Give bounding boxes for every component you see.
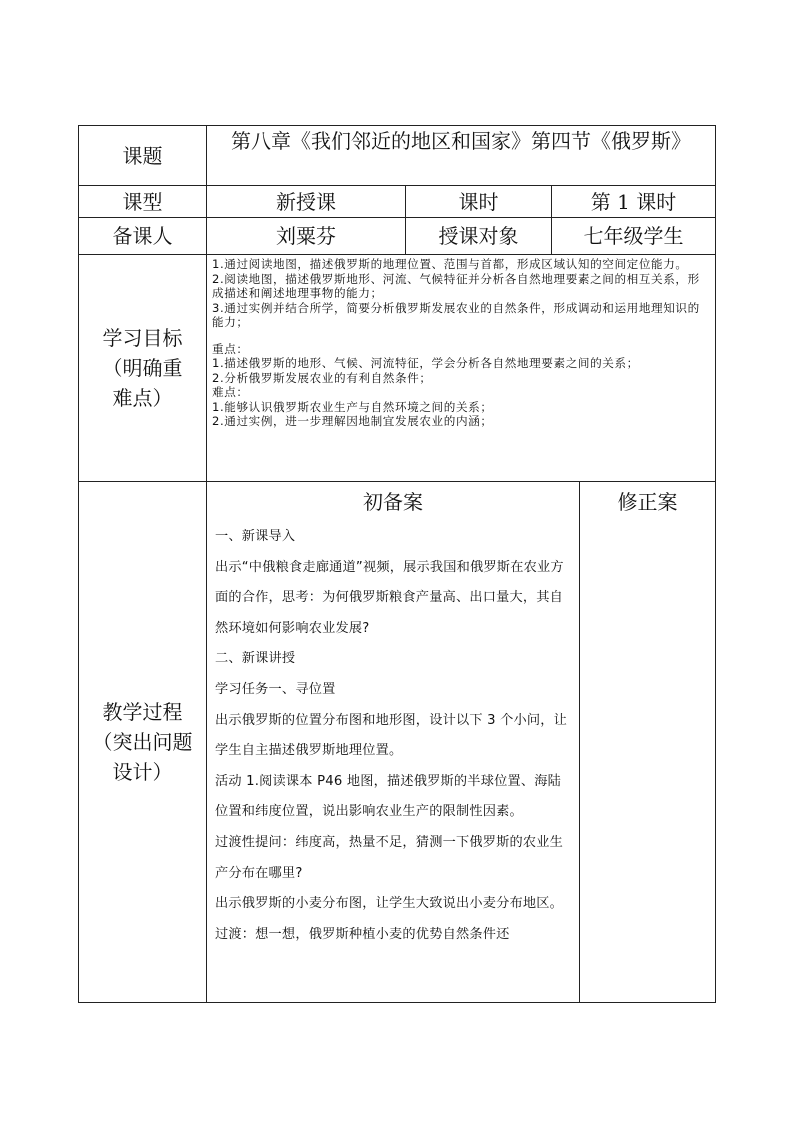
objective-item: 1.通过阅读地图，描述俄罗斯的地理位置、范围与首都，形成区域认知的空间定位能力。 [212, 257, 688, 271]
revision-plan-cell [580, 482, 715, 1002]
type-label: 课型 [122, 189, 163, 214]
process-label-line2: （突出问题 [92, 730, 193, 754]
difficult-point-item: 1.能够认识俄罗斯农业生产与自然环境之间的关系； [212, 399, 493, 414]
lesson-plan-table [78, 125, 716, 1003]
objective-item: 2.阅读地图，描述俄罗斯地形、河流、气候特征并分析各自然地理要素之间的相互关系，形成描述和阐述地理事物的能力； [212, 271, 700, 300]
type-row [79, 186, 715, 218]
process-label-cell [79, 482, 207, 1002]
process-paragraph: 过渡：想一想，俄罗斯种植小麦的优势自然条件还 [215, 926, 510, 942]
draft-plan-content [207, 522, 579, 950]
audience-value: 七年级学生 [583, 224, 684, 248]
process-paragraph: 过渡性提问：纬度高，热量不足，猜测一下俄罗斯的农业生产分布在哪里? [215, 834, 564, 881]
type-value: 新授课 [276, 189, 336, 214]
objective-item: 3.通过实例并结合所学，简要分析俄罗斯发展农业的自然条件，形成调动和运用地理知识的能力； [212, 300, 700, 329]
audience-label: 授课对象 [438, 224, 519, 248]
preparer-row [79, 218, 715, 255]
process-paragraph: 二、新课讲授 [215, 651, 296, 667]
type-value-cell [207, 186, 406, 217]
key-point-item: 1.描述俄罗斯的地形、气候、河流特征，学会分析各自然地理要素之间的关系； [212, 356, 639, 370]
process-paragraph: 一、新课导入 [215, 529, 296, 544]
process-paragraph: 出示“中俄粮食走廊通道”视频，展示我国和俄罗斯在农业方面的合作，思考：为何俄罗斯粮食产量高、出口量大，其自然环境如何影响农业发展? [215, 559, 564, 636]
key-points-label: 重点： [212, 341, 249, 356]
objectives-label-cell [79, 255, 207, 481]
objectives-label-line3: 难点） [112, 386, 173, 410]
audience-label-cell [406, 218, 552, 254]
preparer-value-cell [207, 218, 406, 254]
draft-plan-cell [207, 482, 580, 1002]
hours-label-cell [406, 186, 552, 217]
difficult-point-item: 2.通过实例，进一步理解因地制宜发展农业的内涵； [212, 414, 493, 428]
process-label-line1: 教学过程 [102, 700, 183, 724]
topic-label-cell [79, 126, 207, 185]
key-point-item: 2.分析俄罗斯发展农业的有利自然条件； [212, 370, 432, 385]
hours-value-cell [552, 186, 715, 217]
topic-value-cell [207, 126, 715, 185]
objectives-row [79, 255, 715, 482]
preparer-value: 刘粟芬 [276, 224, 336, 248]
objectives-label-line1: 学习目标 [102, 326, 183, 350]
process-paragraph: 学习任务一、寻位置 [215, 681, 336, 697]
topic-value: 第八章《我们邻近的地区和国家》第四节《俄罗斯》 [231, 129, 691, 153]
hours-label: 课时 [458, 189, 499, 214]
difficult-points-label: 难点： [212, 385, 249, 399]
audience-value-cell [552, 218, 715, 254]
topic-row [79, 126, 715, 186]
draft-plan-header: 初备案 [363, 490, 423, 514]
revision-plan-header: 修正案 [617, 490, 678, 514]
process-label-line3: 设计） [112, 760, 173, 784]
topic-label: 课题 [122, 143, 163, 168]
objectives-label-line2: （明确重 [102, 356, 183, 380]
hours-value: 第 1 课时 [590, 189, 677, 214]
type-label-cell [79, 186, 207, 217]
process-paragraph: 活动 1.阅读课本 P46 地图，描述俄罗斯的半球位置、海陆位置和纬度位置，说出影响农业生产的限制性因素。 [215, 773, 562, 820]
process-row [79, 482, 715, 1002]
preparer-label-cell [79, 218, 207, 254]
objectives-content [207, 255, 715, 481]
process-paragraph: 出示俄罗斯的位置分布图和地形图，设计以下 3 个小问，让学生自主描述俄罗斯地理位置。 [215, 712, 568, 759]
preparer-label: 备课人 [112, 224, 173, 248]
process-paragraph: 出示俄罗斯的小麦分布图，让学生大致说出小麦分布地区。 [215, 896, 564, 912]
